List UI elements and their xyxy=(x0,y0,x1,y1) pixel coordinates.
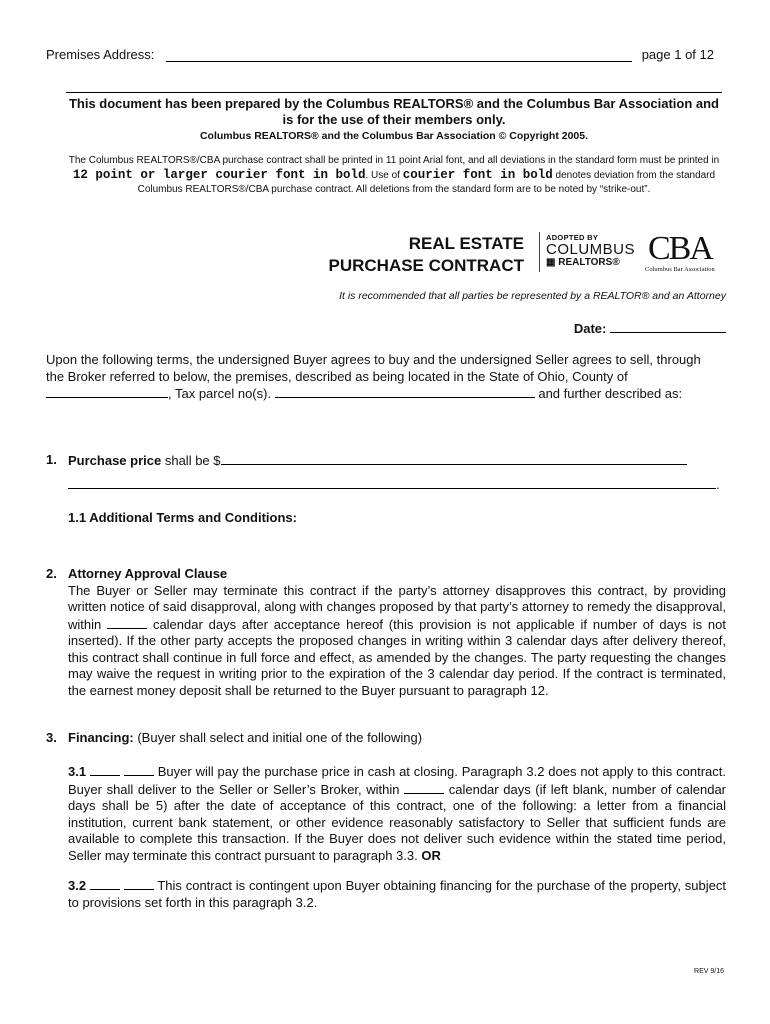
logo-adopted-by: ADOPTED BY xyxy=(546,233,599,242)
revision-label: REV 9/16 xyxy=(694,968,724,975)
section-2-number: 2. xyxy=(46,566,57,581)
section-3-number: 3. xyxy=(46,730,57,745)
paragraph-3-2 xyxy=(68,877,726,911)
section-1-number: 1. xyxy=(46,452,57,467)
notice-font-rule-a: The Columbus REALTORS®/CBA purchase contract shall be printed in 11 point Arial font, and all deviations in the standard form must be printed in xyxy=(68,155,720,166)
p31-buyer-initials[interactable] xyxy=(90,763,120,776)
intro-paragraph xyxy=(46,351,716,402)
cba-logo-subtitle: Columbus Bar Association xyxy=(645,266,715,273)
p31-text-b: calendar days (if left blank, number of calendar days shall be 5) after the date of acceptance of this contract, one of the following: a letter from a financial institution, current bank statement, or other evidence reasonably satisfactory to Seller that sufficient funds are available to complete this transaction. If the Buyer does not deliver such evidence within the stated time period, Seller may terminate this contract pursuant to paragraph 3.3. xyxy=(68,781,727,863)
notice-block xyxy=(66,96,722,197)
p32-text: This contract is contingent upon Buyer obtaining financing for the purchase of the property, subject to provisions set forth in this paragraph 3.2. xyxy=(68,878,726,910)
p31-text-a: Buyer will pay the purchase price in cash at closing. Paragraph 3.2 does not apply to this contract. Buyer shall deliver to the Seller or Seller’s Broker, within xyxy=(68,764,726,797)
section-1 xyxy=(68,452,726,527)
intro-text-a: Upon the following terms, the undersigned Buyer agrees to buy and the undersigned Seller agrees to sell, through the Broker referred to below, the premises, described as being located in the State of Ohio, County of xyxy=(46,352,701,384)
section-2 xyxy=(68,566,726,699)
page-indicator: page 1 of 12 xyxy=(641,47,714,62)
purchase-price-label: Purchase price xyxy=(68,453,162,468)
logo-realtors: ▦ REALTORS® xyxy=(546,257,620,268)
date-row xyxy=(574,320,726,336)
p32-buyer-initials[interactable] xyxy=(90,877,120,890)
p31-or: OR xyxy=(421,847,441,863)
notice-mono-1: 12 point or larger courier font in bold xyxy=(72,168,366,182)
p32-seller-initials[interactable] xyxy=(124,877,154,890)
notice-font-rule-b: . Use of xyxy=(365,170,400,181)
title-line-2: PURCHASE CONTRACT xyxy=(328,256,524,275)
financing-label: Financing: xyxy=(68,730,134,745)
notice-mono-2: courier font in bold xyxy=(402,168,553,182)
p31-days-field[interactable] xyxy=(404,781,444,794)
additional-terms-heading: 1.1 Additional Terms and Conditions: xyxy=(68,510,297,525)
purchase-price-line-2[interactable] xyxy=(68,476,716,489)
notice-line-1: This document has been prepared by the Columbus REALTORS® and the Columbus Bar Association and is for the use of their members only. xyxy=(68,96,720,127)
logo-columbus: COLUMBUS xyxy=(546,241,636,258)
notice-font-rule-c: denotes deviation from the standard Columbus REALTORS®/CBA purchase contract. All deletions from the standard form are to be noted by “strike-out”. xyxy=(137,170,716,195)
notice-font-rule xyxy=(66,154,722,197)
financing-sub: (Buyer shall select and initial one of the following) xyxy=(137,730,423,745)
recommendation-note: It is recommended that all parties be represented by a REALTOR® and an Attorney xyxy=(339,290,726,302)
purchase-price-field[interactable] xyxy=(221,452,687,465)
columbus-realtors-logo xyxy=(546,233,636,268)
paragraph-3-1 xyxy=(68,763,726,864)
attorney-approval-heading: Attorney Approval Clause xyxy=(68,566,228,581)
attorney-text-a: The Buyer or Seller may terminate this contract if the party’s attorney disapproves this contract, by providing written notice of said disapproval, along with changes proposed by that party’s attorney to remedy the disapproval, within xyxy=(68,582,726,632)
section-3-heading xyxy=(68,730,726,747)
p31-number: 3.1 xyxy=(68,764,87,779)
logo-divider xyxy=(539,232,540,272)
county-field[interactable] xyxy=(46,385,168,398)
p31-seller-initials[interactable] xyxy=(124,763,154,776)
purchase-price-text: shall be $ xyxy=(164,453,221,468)
notice-copyright: Columbus REALTORS® and the Columbus Bar Association © Copyright 2005. xyxy=(199,130,589,142)
attorney-text-b: calendar days after acceptance hereof (this provision is not applicable if number of days is not inserted). If the other party accepts the proposed changes in writing within 3 calendar days after delivery thereof, this contract shall continue in full force and effect, as amended by the changes. The party requesting the changes may waive the request in writing prior to the expiration of the 3 calendar day period. If the contract is terminated, the earnest money deposit shall be returned to the Buyer pursuant to paragraph 12. xyxy=(68,616,726,698)
document-title xyxy=(329,233,525,277)
header-divider xyxy=(66,92,722,93)
date-field[interactable] xyxy=(610,320,726,333)
p32-number: 3.2 xyxy=(68,878,87,893)
logo-realtors-text: REALTORS xyxy=(558,257,613,268)
attorney-days-field[interactable] xyxy=(107,616,147,629)
title-line-1: REAL ESTATE xyxy=(408,234,524,253)
premises-address-field[interactable] xyxy=(166,60,632,62)
intro-text-c: and further described as: xyxy=(538,386,683,401)
purchase-price-end: . xyxy=(716,476,720,492)
building-icon: ▦ xyxy=(546,257,556,268)
date-label: Date: xyxy=(573,321,607,336)
premises-address-label: Premises Address: xyxy=(46,47,155,62)
intro-text-b: , Tax parcel no(s). xyxy=(168,386,272,401)
cba-logo: CBA xyxy=(648,230,712,267)
tax-parcel-field[interactable] xyxy=(275,385,535,398)
